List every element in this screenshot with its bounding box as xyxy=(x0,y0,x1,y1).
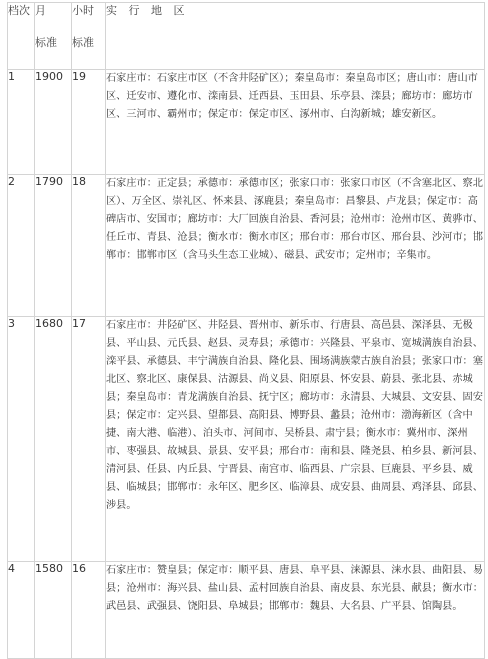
header-hourly-line1: 小时 xyxy=(72,4,94,17)
header-region xyxy=(106,3,485,70)
header-tier xyxy=(8,3,35,70)
header-monthly-line2: 标准 xyxy=(35,36,57,49)
table-row xyxy=(8,317,485,562)
table-row xyxy=(8,175,485,317)
header-region-label: 实 行 地 区 xyxy=(106,4,189,17)
header-hourly xyxy=(72,3,106,70)
table-row xyxy=(8,562,485,659)
monthly-wage-cell: 1900 xyxy=(35,70,72,175)
monthly-wage-cell: 1680 xyxy=(35,317,72,562)
region-list-cell: 石家庄市：石家庄市区（不含井陉矿区）；秦皇岛市：秦皇岛市区；唐山市：唐山市区、迁安市、遵化市、滦南县、迁西县、玉田县、乐亭县、滦县；廊坊市：廊坊市区、三河市、霸州市；保定市：保定市区、涿州市、白沟新城；雄安新区。 xyxy=(106,70,485,175)
table-row xyxy=(8,70,485,175)
monthly-wage-cell: 1790 xyxy=(35,175,72,317)
monthly-wage-cell: 1580 xyxy=(35,562,72,659)
header-row xyxy=(8,3,485,70)
tier-cell: 3 xyxy=(8,317,35,562)
tier-cell: 2 xyxy=(8,175,35,317)
hourly-wage-cell: 19 xyxy=(72,70,106,175)
hourly-wage-cell: 18 xyxy=(72,175,106,317)
header-hourly-line2: 标准 xyxy=(72,36,94,49)
region-list-cell: 石家庄市：井陉矿区、井陉县、晋州市、新乐市、行唐县、高邑县、深泽县、无极县、平山县、元氏县、赵县、灵寿县；承德市：兴隆县、平泉市、宽城满族自治县、滦平县、承德县、丰宁满族自治县、隆化县、围场满族蒙古族自治县；张家口市：塞北区、察北区、康保县、沽源县、尚义县、阳原县、怀安县、蔚县、张北县、赤城县；秦皇岛市：青龙满族自治县、抚宁区；廊坊市：永清县、大城县、文安县、固安县；保定市：定兴县、望都县、高阳县、博野县、蠡县；沧州市：渤海新区（含中捷、南大港、临港）、泊头市、河间市、吴桥县、肃宁县；衡水市：冀州市、深州市、枣强县、故城县、景县、安平县；邢台市：南和县、隆尧县、柏乡县、新河县、清河县、任县、内丘县、宁晋县、南宫市、临西县、广宗县、巨鹿县、平乡县、威县、临城县；邯郸市：永年区、肥乡区、临漳县、成安县、曲周县、鸡泽县、邱县、涉县。 xyxy=(106,317,485,562)
header-monthly xyxy=(35,3,72,70)
header-monthly-line1: 月 xyxy=(35,4,46,17)
minimum-wage-table xyxy=(7,2,485,659)
region-list-cell: 石家庄市：赞皇县；保定市：顺平县、唐县、阜平县、涞源县、涞水县、曲阳县、易县；沧州市：海兴县、盐山县、孟村回族自治县、南皮县、东光县、献县；衡水市：武邑县、武强县、饶阳县、阜城县；邯郸市：魏县、大名县、广平县、馆陶县。 xyxy=(106,562,485,659)
header-tier-label: 档次 xyxy=(8,4,30,17)
hourly-wage-cell: 17 xyxy=(72,317,106,562)
region-list-cell: 石家庄市：正定县；承德市：承德市区；张家口市：张家口市区（不含塞北区、察北区）、万全区、崇礼区、怀来县、涿鹿县；秦皇岛市：昌黎县、卢龙县；保定市：高碑店市、安国市；廊坊市：大厂回族自治县、香河县；沧州市：沧州市区、黄骅市、任丘市、青县、沧县；衡水市：衡水市区；邢台市：邢台市区、邢台县、沙河市；邯郸市：邯郸市区（含马头生态工业城）、磁县、武安市；定州市；辛集市。 xyxy=(106,175,485,317)
tier-cell: 4 xyxy=(8,562,35,659)
hourly-wage-cell: 16 xyxy=(72,562,106,659)
tier-cell: 1 xyxy=(8,70,35,175)
